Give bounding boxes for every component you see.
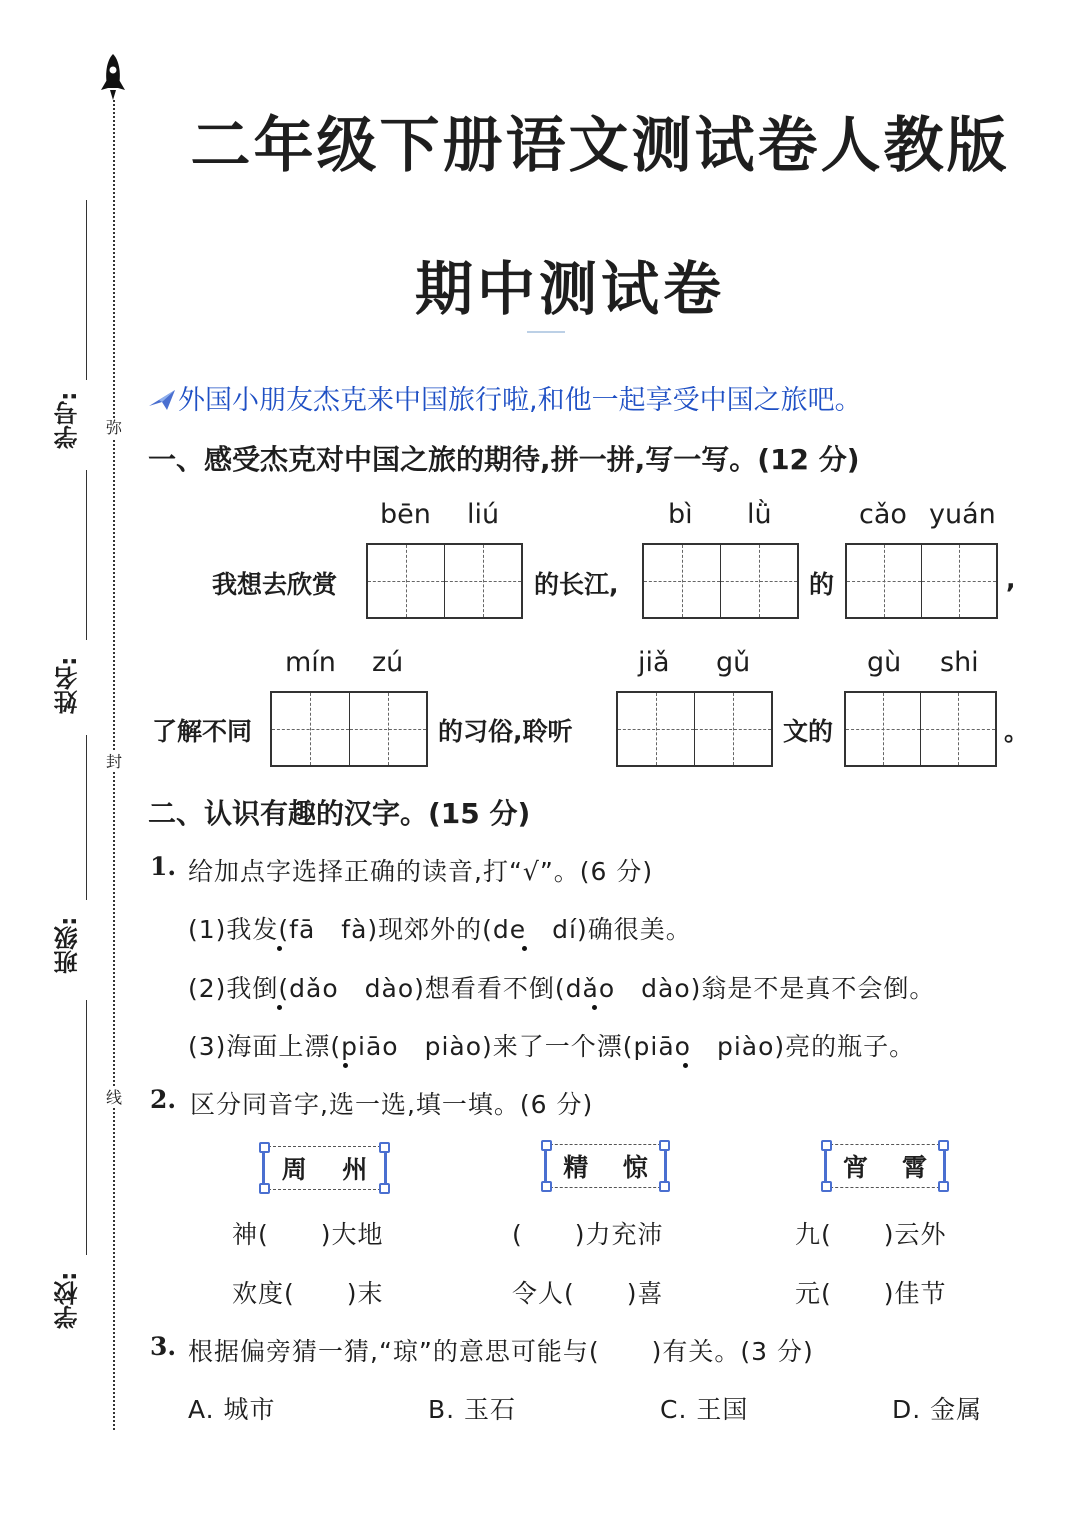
write-grid-caoyuan[interactable] [845, 543, 998, 619]
title-divider [527, 331, 565, 333]
pair-char: 宵 [842, 1153, 868, 1182]
class-line [86, 735, 87, 900]
row1-text-d: , [1006, 565, 1016, 594]
q3-option-c[interactable]: C. 王国 [660, 1395, 749, 1424]
student-number-line [86, 200, 87, 380]
emphasis-dot [277, 1005, 282, 1010]
row1-text-c: 的 [809, 570, 835, 599]
student-number-label: 学号: [54, 391, 82, 449]
seal-char-mi: 弥 [102, 418, 126, 438]
name-line [86, 470, 87, 640]
page-title: 二年级下册语文测试卷人教版 [190, 111, 1010, 181]
plane-icon [147, 386, 177, 412]
pinyin-gu: gǔ [716, 647, 751, 678]
pinyin-min: mín [285, 647, 336, 678]
school-line [86, 1000, 87, 1255]
emphasis-dot [592, 1005, 597, 1010]
emphasis-dot [343, 1063, 348, 1068]
class-label: 班级: [54, 916, 82, 974]
row1-text-a: 我想去欣赏 [212, 570, 338, 599]
row2-text-c: 文的 [783, 717, 834, 746]
seal-char-feng: 封 [102, 752, 126, 772]
q1-number: 1. [150, 852, 177, 881]
write-grid-minzu[interactable] [270, 691, 428, 767]
q1-text: 给加点字选择正确的读音,打“√”。(6 分) [188, 857, 654, 886]
q1-item-3: (3)海面上漂(piāo piào)来了一个漂(piāo piào)亮的瓶子。 [188, 1032, 916, 1061]
pair-char: 周 [281, 1155, 307, 1184]
q3-option-b[interactable]: B. 玉石 [428, 1395, 517, 1424]
q3-option-a[interactable]: A. 城市 [188, 1395, 276, 1424]
q2-text: 区分同音字,选一选,填一填。(6 分) [190, 1090, 594, 1119]
q3-text: 根据偏旁猜一猜,“琼”的意思可能与( )有关。(3 分) [188, 1337, 814, 1366]
q3-number: 3. [150, 1332, 177, 1361]
row2-text-b: 的习俗,聆听 [438, 717, 573, 746]
section2-title: 二、认识有趣的汉字。(15 分) [148, 797, 531, 830]
pinyin-ben: bēn [380, 499, 431, 530]
row2-text-d: 。 [1004, 717, 1030, 746]
fill-blank-xiao-2[interactable]: 元( )佳节 [795, 1279, 947, 1308]
pinyin-liu: liú [467, 499, 500, 530]
fill-blank-zhou-1[interactable]: 神( )大地 [232, 1220, 384, 1249]
q1-item-1: (1)我发(fā fà)现郊外的(de dí)确很美。 [188, 915, 692, 944]
emphasis-dot [277, 946, 282, 951]
char-pair-box-xiao [825, 1144, 945, 1188]
fill-blank-zhou-2[interactable]: 欢度( )末 [232, 1279, 384, 1308]
q2-number: 2. [150, 1085, 177, 1114]
pinyin-zu: zú [372, 647, 404, 678]
intro-text: 外国小朋友杰克来中国旅行啦,和他一起享受中国之旅吧。 [178, 385, 862, 416]
emphasis-dot [683, 1063, 688, 1068]
row1-text-b: 的长江, [534, 570, 619, 599]
q3-option-d[interactable]: D. 金属 [892, 1395, 983, 1424]
pinyin-yuan: yuán [929, 499, 996, 530]
pair-char: 惊 [622, 1153, 648, 1182]
pinyin-gu2: gù [867, 647, 902, 678]
write-grid-gushi[interactable] [844, 691, 997, 767]
rocket-icon [99, 52, 127, 104]
fill-blank-jing-2[interactable]: 令人( )喜 [512, 1279, 664, 1308]
seal-char-xian: 线 [102, 1088, 126, 1108]
pair-char: 州 [342, 1155, 368, 1184]
write-grid-bilv[interactable] [642, 543, 799, 619]
pair-char: 精 [563, 1153, 589, 1182]
pinyin-bi: bì [668, 499, 693, 530]
section1-title: 一、感受杰克对中国之旅的期待,拼一拼,写一写。(12 分) [148, 443, 860, 476]
pinyin-lv: lǜ [747, 499, 772, 530]
q1-item-2: (2)我倒(dǎo dào)想看看不倒(dǎo dào)翁是不是真不会倒。 [188, 974, 936, 1003]
page-subtitle: 期中测试卷 [414, 255, 725, 323]
pair-char: 霄 [901, 1153, 927, 1182]
fill-blank-jing-1[interactable]: ( )力充沛 [512, 1220, 664, 1249]
char-pair-box-jing [545, 1144, 666, 1188]
char-pair-box-zhou [263, 1146, 386, 1190]
pinyin-shi: shi [940, 647, 979, 678]
name-label: 姓名: [54, 656, 82, 714]
pinyin-cao: cǎo [859, 499, 907, 530]
school-label: 学校: [54, 1271, 82, 1329]
emphasis-dot [522, 946, 527, 951]
fill-blank-xiao-1[interactable]: 九( )云外 [795, 1220, 947, 1249]
write-grid-benliu[interactable] [366, 543, 523, 619]
pinyin-jia: jiǎ [638, 647, 670, 678]
row2-text-a: 了解不同 [152, 717, 253, 746]
write-grid-jiagu[interactable] [616, 691, 773, 767]
